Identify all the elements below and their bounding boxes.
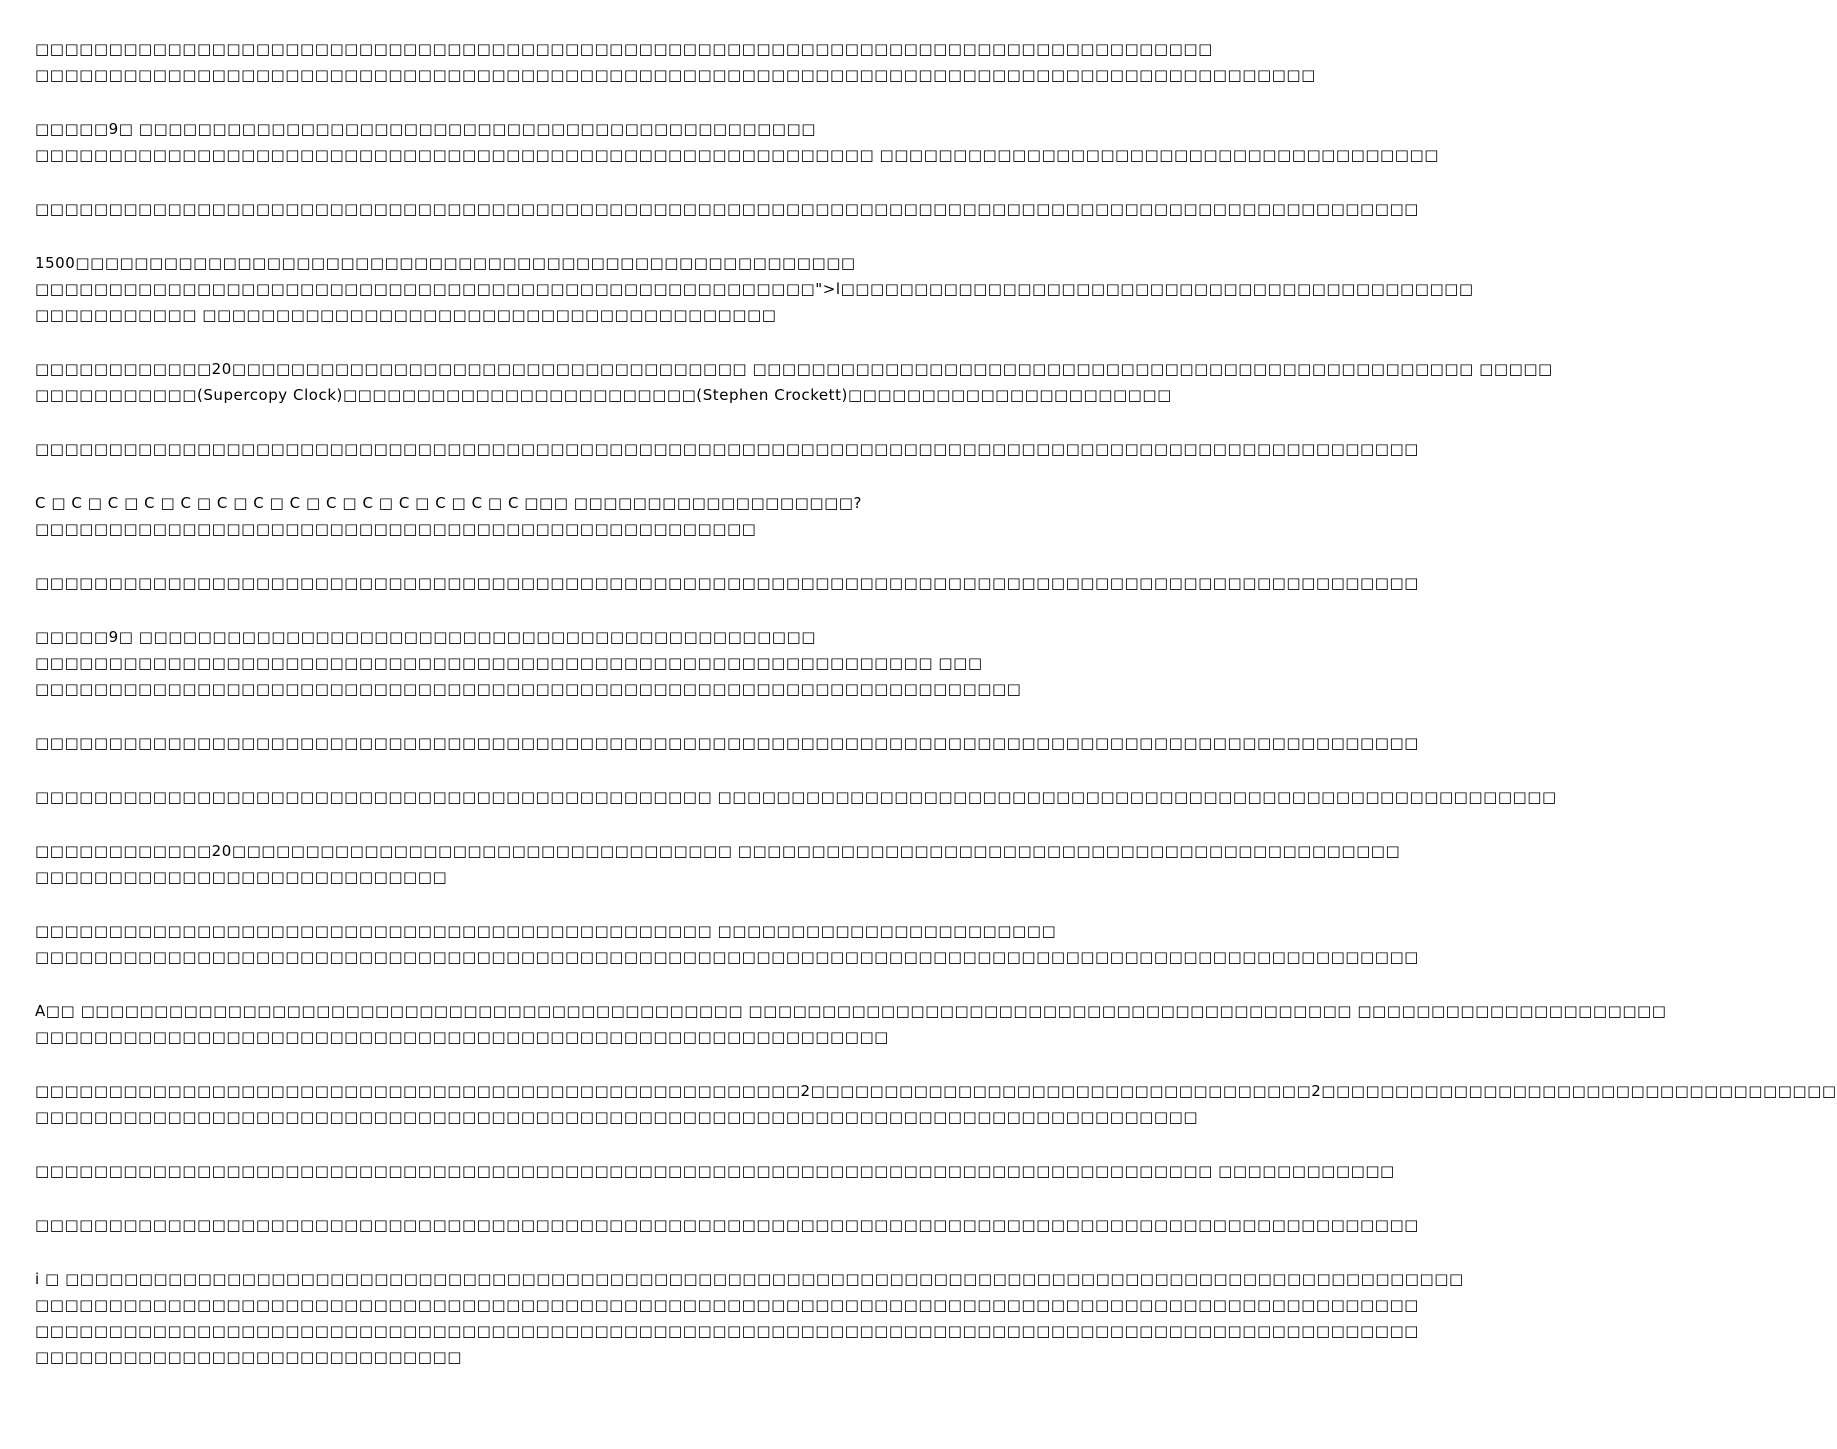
text-line: 1500□□□□□□□□□□□□□□□□□□□□□□□□□□□□□□□□□□□□□□□□□□□□□□□□□□□□□ (35, 254, 856, 272)
paragraph (35, 784, 1557, 810)
text-line: i □ □□□□□□□□□□□□□□□□□□□□□□□□□□□□□□□□□□□□□□□□□□□□□□□□□□□□□□□□□□□□□□□□□□□□□□□□□□□□□□□□□□□□□□□□□□□□□□□ (35, 1270, 1464, 1288)
paragraph (35, 838, 1401, 890)
paragraph (35, 250, 1474, 328)
paragraph (35, 196, 1419, 222)
paragraph (35, 356, 1553, 408)
text-line: □□□□□□□□□□□□□□□□□□□□□□□□□□□□□□□□□□□□□□□□□□□□□□□□□□□□□□□□□□□□□□□□□□□□□□□□□□□□□□□□□□□□□□□□□□□□□□ (35, 574, 1419, 592)
text-line: □□□□□□□□□□□□□□□□□□□□□□□□□□□□□□□□□□□□□□□□□□□□□□□□□□□□□□□□□□□□□□□□□□□□□□□□□□□□□□□□□□□□□□□□□□□□□□ (35, 948, 1419, 966)
text-line: □□□□□□□□□□□□□□□□□□□□□□□□□□□□□ (35, 1348, 462, 1366)
text-line: □□□□□□□□□□□□□□□□□□□□□□□□□□□□□□□□□□□□□□□□□□□□□□□□□□□□□□□□□□□□□□□□□□□□□□□□□□□□□□□□□□□□□□□□□□□□□□ (35, 440, 1419, 458)
paragraph (35, 730, 1419, 756)
paragraph (35, 624, 1022, 702)
paragraph (35, 918, 1419, 970)
text-line: □□□□□□□□□□□□□□□□□□□□□□□□□□□□□□□□□□□□□□□□□□□□□□□□□□□□□□□□□□□□□□□□□□□□□□□□□□□□□□□□ □□□□□□□□□□□□ (35, 1162, 1395, 1180)
text-line: □□□□□□□□□□□□□□□□□□□□□□□□□□□□□□□□□□□□□□□□□□□□□□□□□□□□□□□□□□□□□□□□□□□□□□□□□□□□□□□□□□□□□□□□□□□□□□ (35, 200, 1419, 218)
text-line: □□□□□□□□□□□□□□□□□□□□□□□□□□□□□□□□□□□□□□□□□□□□□□□□□□□□□□□□□□□□□□□□□□□□□□□□□□□□□□□□□□□□□□□ (35, 66, 1316, 84)
paragraph (35, 116, 1439, 168)
text-line: □□□□□9□ □□□□□□□□□□□□□□□□□□□□□□□□□□□□□□□□□□□□□□□□□□□□□□ (35, 628, 816, 646)
text-line: □□□□□□□□□□□□20□□□□□□□□□□□□□□□□□□□□□□□□□□□□□□□□□□ □□□□□□□□□□□□□□□□□□□□□□□□□□□□□□□□□□□□□□□□□□□□□ (35, 842, 1401, 860)
text-line: □□□□□□□□□□□□□□□□□□□□□□□□□□□□□□□□□□□□□□□□□□□□□□□□□□□□□□□□□□□□□□□□□□□□□□□□□□□□□□□□□□□□□□□□□□□□□□ (35, 734, 1419, 752)
text-line: □□□□□□□□□□□□□□□□□□□□□□□□□□□□□□□□□□□□□□□□□□□□□□□□□ (35, 520, 757, 538)
text-line: □□□□□□□□□□□□□□□□□□□□□□□□□□□□□□□□□□□□□□□□□□□□□□□□□□□□□□□□□□□□□□□□□□□□□□□□□□□□□□□□□□□□□□□□□□□□□□ (35, 1296, 1419, 1314)
text-line: □□□□□□□□□□□□□□□□□□□□□□□□□□□□□□□□□□□□□□□□□□□□□□□□□□□□□□□□□□□□□□□□□□□ (35, 680, 1022, 698)
text-line: □□□□□□□□□□□□□□□□□□□□□□□□□□□□□□□□□□□□□□□□□□□□□□□□□□□□□□□□□□□□□□□□□□□□□□□□□□□□□□□ (35, 1108, 1199, 1126)
paragraph (35, 436, 1419, 462)
text-line: □□□□□□□□□□□□□□□□□□□□□□□□□□□□□□□□□□□□□□□□□□□□□□□□□□□□□□□□□ □□□□□□□□□□□□□□□□□□□□□□□□□□□□□□□□□□□□□□ (35, 146, 1439, 164)
text-line: □□□□□□□□□□□□□□□□□□□□□□□□□□□□ (35, 868, 448, 886)
text-line: □□□□□□□□□□□□□□□□□□□□□□□□□□□□□□□□□□□□□□□□□□□□□□ □□□□□□□□□□□□□□□□□□□□□□□ (35, 922, 1057, 940)
text-line: □□□□□□□□□□□(Supercopy Clock)□□□□□□□□□□□□□□□□□□□□□□□□(Stephen Crockett)□□□□□□□□□□□□□□□□□□□□□□ (35, 386, 1172, 404)
text-line: □□□□□□□□□□□□□□□□□□□□□□□□□□□□□□□□□□□□□□□□□□□□□□□□□□□□□□□□□□□□□□□□□□□□□□□□□□□□□□□□□□□□□□□□□□□□□□ (35, 1216, 1419, 1234)
text-line: □□□□□□□□□□□□□□□□□□□□□□□□□□□□□□□□□□□□□□□□□□□□□□□□□□□□2□□□□□□□□□□□□□□□□□□□□□□□□□□□□□□□□□□2□□□□□□□□□□□□□□□□□□□□□□□□□□□□□□□□□□□ (35, 1082, 1837, 1100)
text-line: □□□□□□□□□□□ □□□□□□□□□□□□□□□□□□□□□□□□□□□□□□□□□□□□□□□ (35, 306, 777, 324)
text-line: □□□□□□□□□□□□□□□□□□□□□□□□□□□□□□□□□□□□□□□□□□□□□□□□□□□□□□□□□□□□□ □□□ (35, 654, 983, 672)
document-body (35, 36, 1837, 1398)
paragraph (35, 36, 1316, 88)
text-line: □□□□□□□□□□□□□□□□□□□□□□□□□□□□□□□□□□□□□□□□□□□□□□□□□□□□□□□□□□□□□□□□□□□□□□□□□□□□□□□□ (35, 40, 1213, 58)
text-line: □□□□□□□□□□□□□□□□□□□□□□□□□□□□□□□□□□□□□□□□□□□□□□□□□□□□□□□□□□□□□□□□□□□□□□□□□□□□□□□□□□□□□□□□□□□□□□ (35, 1322, 1419, 1340)
text-line: A□□ □□□□□□□□□□□□□□□□□□□□□□□□□□□□□□□□□□□□□□□□□□□□□ □□□□□□□□□□□□□□□□□□□□□□□□□□□□□□□□□□□□□□□□□ □□□□□□□□□□□□□□□□□□□□□ (35, 1002, 1667, 1020)
paragraph (35, 570, 1419, 596)
paragraph (35, 1212, 1419, 1238)
text-line: □□□□□□□□□□□□□□□□□□□□□□□□□□□□□□□□□□□□□□□□□□□□□□□□□□□□□□□□□□ (35, 1028, 889, 1046)
paragraph (35, 1158, 1395, 1184)
text-line: □□□□□□□□□□□□20□□□□□□□□□□□□□□□□□□□□□□□□□□□□□□□□□□□ □□□□□□□□□□□□□□□□□□□□□□□□□□□□□□□□□□□□□□□□□□□□□□□□□ □□□□□ (35, 360, 1553, 378)
text-line: C □ C □ C □ C □ C □ C □ C □ C □ C □ C □ C □ C □ C □ C □□□ □□□□□□□□□□□□□□□□□□□? (35, 494, 863, 512)
text-line: □□□□□□□□□□□□□□□□□□□□□□□□□□□□□□□□□□□□□□□□□□□□□□ □□□□□□□□□□□□□□□□□□□□□□□□□□□□□□□□□□□□□□□□□□□□□□□□□□□□□□□□□ (35, 788, 1557, 806)
text-line: □□□□□□□□□□□□□□□□□□□□□□□□□□□□□□□□□□□□□□□□□□□□□□□□□□□□□">l□□□□□□□□□□□□□□□□□□□□□□□□□□□□□□□□□□□□□□□□□□□ (35, 280, 1474, 298)
paragraph (35, 1078, 1837, 1130)
paragraph (35, 1266, 1464, 1370)
paragraph (35, 998, 1667, 1050)
text-line: □□□□□9□ □□□□□□□□□□□□□□□□□□□□□□□□□□□□□□□□□□□□□□□□□□□□□□ (35, 120, 816, 138)
paragraph (35, 490, 990, 542)
